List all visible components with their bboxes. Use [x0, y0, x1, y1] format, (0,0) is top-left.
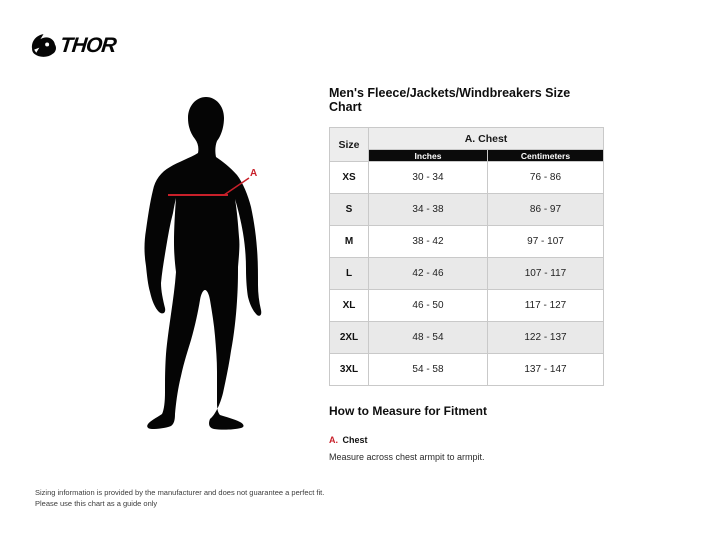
- measure-key: A.: [329, 435, 338, 445]
- measure-item-chest: [329, 430, 603, 462]
- how-to-measure-heading: How to Measure for Fitment: [329, 404, 488, 418]
- table-row: [330, 258, 604, 290]
- body-silhouette-figure: [130, 95, 290, 430]
- measure-description: Measure across chest armpit to armpit.: [329, 452, 485, 462]
- chest-measure-label: A: [250, 168, 258, 179]
- column-header-size: Size: [330, 128, 369, 162]
- column-header-inches: Inches: [369, 150, 488, 162]
- inches-value: 46 - 50: [369, 290, 488, 322]
- inches-value: 54 - 58: [369, 354, 488, 386]
- thor-logo: [30, 32, 116, 59]
- sizing-disclaimer: [35, 487, 324, 510]
- thor-helmet-icon: [30, 32, 57, 59]
- table-row: [330, 194, 604, 226]
- size-label: XL: [330, 290, 369, 322]
- size-label: M: [330, 226, 369, 258]
- male-silhouette-graphic: [130, 95, 290, 430]
- column-header-centimeters: Centimeters: [488, 150, 604, 162]
- centimeters-value: 122 - 137: [488, 322, 604, 354]
- table-row: [330, 162, 604, 194]
- size-label: S: [330, 194, 369, 226]
- table-row: [330, 322, 604, 354]
- centimeters-value: 117 - 127: [488, 290, 604, 322]
- size-label: 2XL: [330, 322, 369, 354]
- disclaimer-line-2: Please use this chart as a guide only: [35, 499, 158, 509]
- thor-wordmark: THOR: [58, 33, 117, 57]
- inches-value: 34 - 38: [369, 194, 488, 226]
- inches-value: 42 - 46: [369, 258, 488, 290]
- measure-name: Chest: [342, 435, 368, 445]
- size-label: 3XL: [330, 354, 369, 386]
- centimeters-value: 86 - 97: [488, 194, 604, 226]
- male-silhouette-shape: [145, 97, 262, 430]
- centimeters-value: 76 - 86: [488, 162, 604, 194]
- inches-value: 48 - 54: [369, 322, 488, 354]
- size-chart-title: Men's Fleece/Jackets/Windbreakers Size Chart: [329, 86, 571, 114]
- table-row: [330, 290, 604, 322]
- table-row: [330, 354, 604, 386]
- disclaimer-line-1: Sizing information is provided by the manufacturer and does not guarantee a perfect fit.: [35, 488, 325, 497]
- size-chart-panel: [329, 86, 603, 462]
- size-label: XS: [330, 162, 369, 194]
- inches-value: 38 - 42: [369, 226, 488, 258]
- centimeters-value: 97 - 107: [488, 226, 604, 258]
- inches-value: 30 - 34: [369, 162, 488, 194]
- size-label: L: [330, 258, 369, 290]
- column-header-chest: A. Chest: [369, 128, 604, 150]
- table-row: [330, 226, 604, 258]
- size-chart-table: [329, 127, 604, 386]
- centimeters-value: 137 - 147: [488, 354, 604, 386]
- centimeters-value: 107 - 117: [488, 258, 604, 290]
- measure-item-title: [329, 430, 603, 448]
